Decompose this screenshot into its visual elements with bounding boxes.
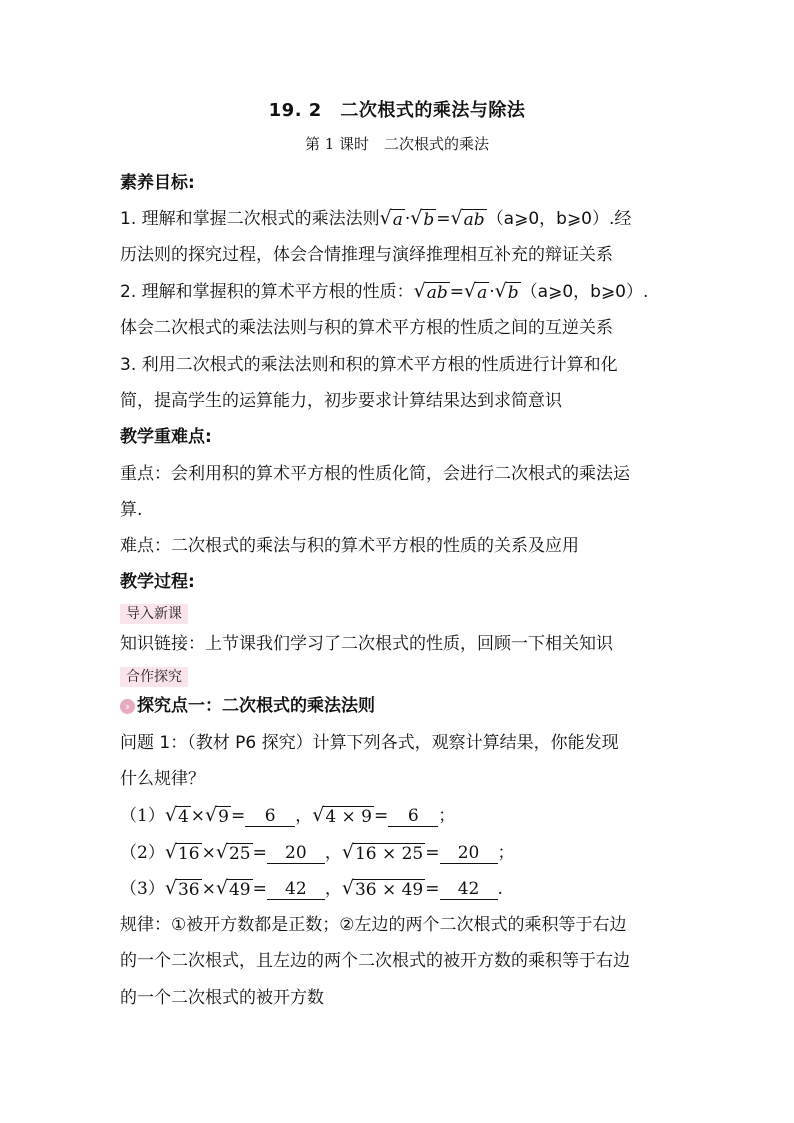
sqrt-b: √ b bbox=[410, 207, 435, 230]
goals-heading: 素养目标: bbox=[120, 173, 195, 193]
goal-item-2-line-1: 2. 理解和掌握积的算术平方根的性质： √ ab = √ a · √ b （a⩾0，b⩾0）. bbox=[120, 280, 649, 303]
section-title: 19. 2 二次根式的乘法与除法 bbox=[268, 100, 526, 121]
answer-blank: 42 bbox=[440, 879, 498, 900]
sqrt-term: √ 4 bbox=[164, 804, 189, 827]
question-line-1: 问题 1：（教材 P6 探究）计算下列各式，观察计算结果，你能发现 bbox=[120, 733, 619, 753]
goal-item-1-line-1: 1. 理解和掌握二次根式的乘法法则 √ a · √ b = √ ab （a⩾0，b⩾0）.经 bbox=[120, 207, 632, 230]
rule-line-2: 的一个二次根式，且左边的两个二次根式的被开方数的乘积等于右边 bbox=[120, 951, 630, 971]
sqrt-ab: √ ab bbox=[413, 280, 448, 303]
sqrt-product: √ 4 × 9 bbox=[312, 804, 372, 827]
sqrt-a: √ a bbox=[464, 280, 488, 303]
badge-intro: 导入新课 bbox=[120, 604, 188, 624]
rule-line-1: 规律：①被开方数都是正数；②左边的两个二次根式的乘积等于右边 bbox=[120, 915, 627, 935]
focus-line-2: 算. bbox=[120, 500, 143, 520]
rule-line-3: 的一个二次根式的被开方数 bbox=[120, 988, 324, 1008]
knowledge-link: 知识链接：上节课我们学习了二次根式的性质，回顾一下相关知识 bbox=[120, 634, 613, 654]
answer-blank: 20 bbox=[267, 843, 325, 864]
product-rule-formula: √ a · √ b = √ ab bbox=[379, 207, 485, 230]
goal-item-3-line-1: 3. 利用二次根式的乘法法则和积的算术平方根的性质进行计算和化 bbox=[120, 355, 618, 375]
difficulty-line: 难点：二次根式的乘法与积的算术平方根的性质的关系及应用 bbox=[120, 536, 579, 556]
sqrt-ab: √ ab bbox=[450, 207, 485, 230]
exercise-1: （1） √ 4 × √ 9 = 6 ， √ 4 × 9 = 6 ； bbox=[120, 804, 456, 827]
sqrt-term: √ 36 bbox=[164, 877, 200, 900]
sqrt-product: √ 36 × 49 bbox=[341, 877, 424, 900]
condition: （a⩾0，b⩾0） bbox=[520, 282, 644, 302]
answer-blank: 20 bbox=[440, 843, 498, 864]
sqrt-a: √ a bbox=[379, 207, 403, 230]
explore-point-title: › 探究点一：二次根式的乘法法则 bbox=[120, 694, 375, 718]
arrow-circle-icon: › bbox=[120, 699, 135, 714]
sqrt-term: √ 49 bbox=[215, 877, 251, 900]
focus-line-1: 重点：会利用积的算术平方根的性质化简，会进行二次根式的乘法运 bbox=[120, 464, 630, 484]
key-points-heading: 教学重难点: bbox=[120, 427, 212, 447]
exercise-3: （3） √ 36 × √ 49 = 42 ， √ 36 × 49 = 42 . bbox=[120, 877, 503, 900]
sqrt-term: √ 16 bbox=[164, 841, 200, 864]
exercise-2: （2） √ 16 × √ 25 = 20 ， √ 16 × 25 = 20 ； bbox=[120, 841, 515, 864]
sqrt-b: √ b bbox=[494, 280, 519, 303]
answer-blank: 42 bbox=[267, 879, 325, 900]
goal-item-2-line-2: 体会二次根式的乘法法则与积的算术平方根的性质之间的互逆关系 bbox=[120, 318, 613, 338]
goal-item-1-line-2: 历法则的探究过程，体会合情推理与演绎推理相互补充的辩证关系 bbox=[120, 245, 613, 265]
condition: （a⩾0，b⩾0） bbox=[486, 209, 610, 229]
sqrt-term: √ 25 bbox=[215, 841, 251, 864]
question-line-2: 什么规律？ bbox=[120, 769, 205, 789]
sqrt-product: √ 16 × 25 bbox=[341, 841, 424, 864]
badge-explore: 合作探究 bbox=[120, 667, 188, 687]
process-heading: 教学过程: bbox=[120, 572, 195, 592]
product-property-formula: √ ab = √ a · √ b bbox=[413, 280, 519, 303]
lesson-subtitle: 第 1 课时 二次根式的乘法 bbox=[304, 135, 490, 153]
answer-blank: 6 bbox=[245, 806, 295, 827]
sqrt-term: √ 9 bbox=[205, 804, 229, 827]
answer-blank: 6 bbox=[388, 806, 438, 827]
goal-item-3-line-2: 简，提高学生的运算能力，初步要求计算结果达到求简意识 bbox=[120, 391, 562, 411]
